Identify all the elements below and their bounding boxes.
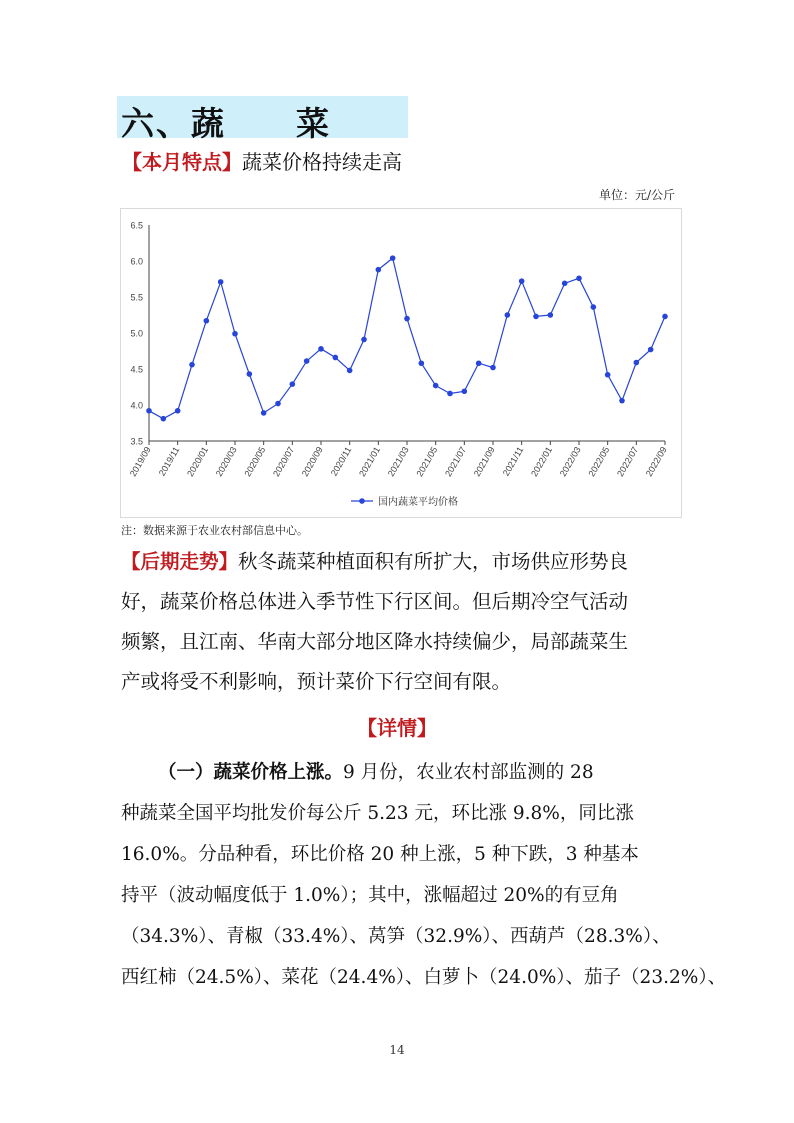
- x-tick-label: 2021/07: [443, 445, 469, 479]
- y-tick-label: 5.5: [130, 292, 143, 303]
- x-tick-label: 2021/09: [471, 445, 497, 479]
- feature-text: 蔬菜价格持续走高: [242, 150, 402, 174]
- y-tick-label: 3.5: [130, 436, 143, 447]
- details-lead: （一）蔬菜价格上涨。: [158, 762, 344, 783]
- details-paragraph: [121, 752, 727, 998]
- data-point: [619, 398, 625, 404]
- x-tick-label: 2022/07: [615, 445, 641, 479]
- data-point: [490, 365, 496, 371]
- outlook-line: 频繁，且江南、华南大部分地区降水持续偏少，局部蔬菜生: [121, 630, 629, 653]
- data-point: [404, 316, 410, 322]
- x-tick-label: 2020/05: [242, 445, 268, 479]
- y-tick-label: 5.0: [130, 328, 143, 339]
- data-point: [175, 408, 181, 414]
- price-line-chart: [121, 209, 681, 517]
- x-tick-label: 2021/03: [385, 445, 411, 479]
- data-point: [161, 416, 167, 422]
- feature-tag: 【本月特点】: [122, 150, 242, 174]
- data-point: [419, 360, 425, 366]
- details-line: 16.0%。分品种看，环比价格 20 种上涨，5 种下跌，3 种基本: [121, 844, 639, 865]
- data-point: [261, 410, 267, 416]
- data-point: [548, 312, 554, 318]
- x-tick-label: 2020/01: [185, 445, 211, 479]
- outlook-line: 产或将受不利影响，预计菜价下行空间有限。: [121, 670, 512, 693]
- data-point: [146, 408, 152, 414]
- y-tick-label: 6.0: [130, 256, 143, 267]
- x-tick-label: 2022/03: [557, 445, 583, 479]
- chart-container: [120, 208, 682, 518]
- data-point: [519, 278, 525, 284]
- page-number: 14: [389, 1043, 405, 1057]
- data-point: [462, 389, 468, 395]
- section-title: 六、蔬 菜: [121, 104, 331, 143]
- data-point: [204, 318, 210, 324]
- y-tick-label: 4.0: [130, 400, 143, 411]
- details-heading: 【详情】: [357, 716, 437, 740]
- x-tick-label: 2022/09: [643, 445, 669, 479]
- data-point: [662, 314, 668, 320]
- data-point: [562, 281, 568, 287]
- data-point: [591, 304, 597, 310]
- data-point: [433, 383, 439, 389]
- data-point: [247, 371, 253, 377]
- x-tick-label: 2022/01: [529, 445, 555, 479]
- series-line: [149, 258, 665, 419]
- data-point: [333, 355, 339, 361]
- data-point: [347, 368, 353, 374]
- x-tick-label: 2020/03: [213, 445, 239, 479]
- legend-marker: [359, 498, 365, 504]
- data-point: [505, 312, 511, 318]
- details-line: 种蔬菜全国平均批发价每公斤 5.23 元，环比涨 9.8%，同比涨: [121, 803, 634, 824]
- outlook-tag: 【后期走势】: [121, 550, 239, 573]
- data-point: [290, 381, 296, 387]
- x-tick-label: 2019/11: [156, 445, 182, 478]
- data-point: [447, 391, 453, 397]
- unit-label: 单位：元/公斤: [598, 188, 675, 202]
- data-point: [304, 358, 310, 364]
- y-tick-label: 6.5: [130, 220, 143, 231]
- data-point: [376, 267, 382, 273]
- x-tick-label: 2020/11: [328, 445, 354, 478]
- data-point: [605, 372, 611, 378]
- outlook-line: 好，蔬菜价格总体进入季节性下行区间。但后期冷空气活动: [121, 590, 629, 613]
- y-tick-label: 4.5: [130, 364, 143, 375]
- details-line: 西红柿（24.5%）、菜花（24.4%）、白萝卜（24.0%）、茄子（23.2%）、: [121, 967, 727, 988]
- details-line: 持平（波动幅度低于 1.0%）；其中，涨幅超过 20%的有豆角: [121, 885, 619, 906]
- legend-label: 国内蔬菜平均价格: [378, 497, 458, 508]
- data-point: [390, 255, 396, 261]
- data-point: [576, 275, 582, 281]
- section-title-box: [117, 96, 408, 143]
- x-tick-label: 2020/09: [299, 445, 325, 479]
- details-line: （34.3%）、青椒（33.4%）、莴笋（32.9%）、西葫芦（28.3%）、: [121, 926, 671, 947]
- feature-line: [122, 146, 402, 175]
- x-tick-label: 2022/05: [586, 444, 612, 479]
- data-point: [232, 331, 238, 337]
- outlook-line: 【后期走势】秋冬蔬菜种植面积有所扩大，市场供应形势良: [121, 550, 629, 573]
- x-tick-label: 2019/09: [127, 445, 153, 479]
- x-tick-label: 2020/07: [271, 445, 297, 479]
- source-note: 注：数据来源于农业农村部信息中心。: [121, 524, 308, 537]
- x-tick-label: 2021/01: [357, 445, 383, 479]
- data-point: [218, 279, 224, 285]
- data-point: [361, 337, 367, 343]
- outlook-paragraph: [121, 542, 681, 702]
- x-tick-label: 2021/11: [500, 445, 526, 478]
- x-tick-label: 2021/05: [414, 445, 440, 479]
- data-point: [648, 347, 654, 353]
- data-point: [634, 360, 640, 366]
- details-line: （一）蔬菜价格上涨。9 月份，农业农村部监测的 28: [158, 762, 594, 783]
- data-point: [318, 346, 324, 352]
- data-point: [275, 401, 281, 407]
- data-point: [189, 362, 195, 368]
- data-point: [476, 360, 482, 366]
- data-point: [533, 314, 539, 320]
